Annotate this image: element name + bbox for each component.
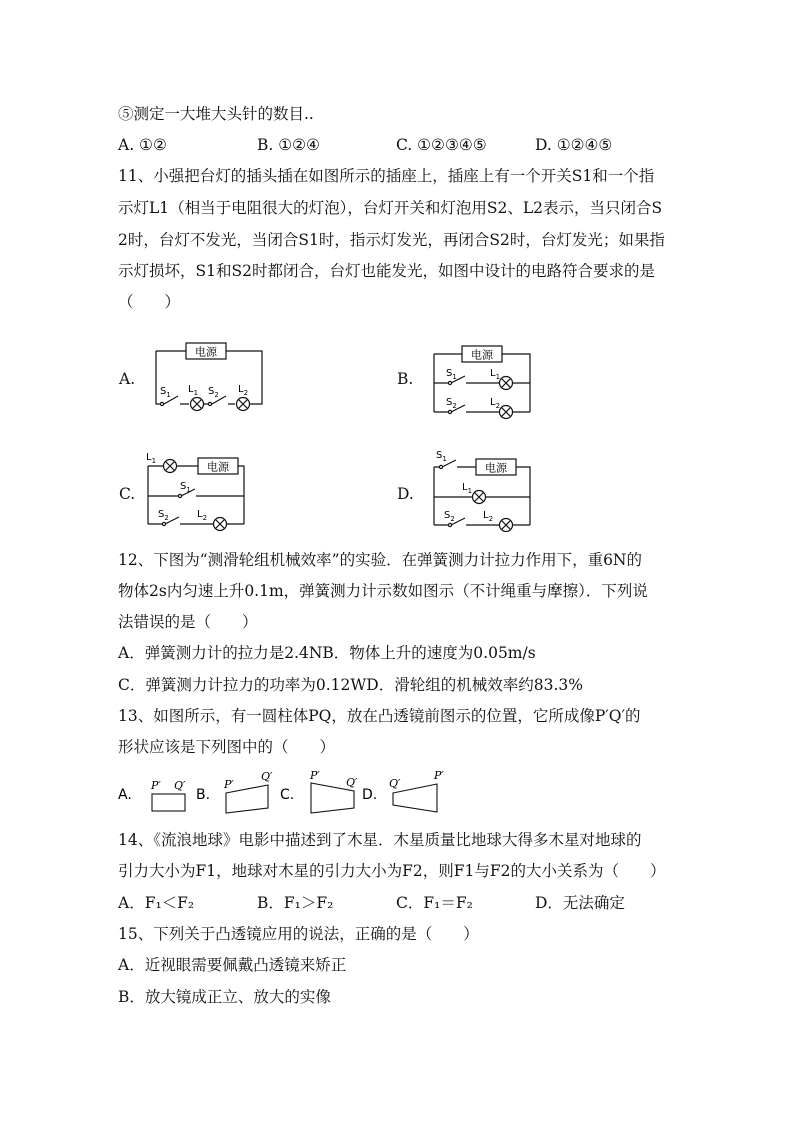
question-11-line: 示灯损坏，S1和S2时都闭合，台灯也能发光，如图中设计的电路符合要求的是	[118, 262, 655, 280]
q13-option-c-label: C.	[280, 787, 295, 803]
s1-label: $S_1$	[436, 450, 447, 463]
s1-label: $S_1$	[180, 481, 191, 494]
q13-options-figure	[118, 768, 458, 820]
q-label: Q′	[174, 779, 186, 792]
p-label: P′	[310, 769, 320, 782]
q14-option-d: D．无法确定	[535, 894, 625, 912]
p-label: P′	[151, 779, 161, 792]
circuit-a-label: A.	[119, 370, 136, 388]
power-label: 电源	[207, 460, 229, 474]
question-12-option: C．弹簧测力计拉力的功率为0.12WD．滑轮组的机械效率约83.3%	[118, 676, 583, 694]
power-label: 电源	[195, 345, 217, 359]
q13-option-b-label: B.	[196, 787, 211, 803]
s2-label: $S_2$	[444, 510, 455, 523]
l1-label: $L_1$	[146, 452, 157, 465]
circuit-a-diagram	[150, 340, 270, 415]
s1-label: $S_1$	[446, 368, 457, 381]
l1-label: $L_1$	[490, 368, 501, 381]
p-label: P′	[434, 769, 444, 782]
q13-option-d-label: D.	[362, 787, 378, 803]
q-label: Q′	[261, 770, 273, 783]
s2-label: $S_2$	[158, 509, 169, 522]
power-label: 电源	[471, 348, 493, 362]
q14-option-a: A．F₁＜F₂	[118, 894, 195, 912]
circuit-d-diagram	[428, 447, 538, 532]
circuit-c-diagram	[142, 450, 252, 535]
p-label: P′	[224, 778, 234, 791]
power-label: 电源	[485, 461, 507, 475]
question-12-line: 物体2s内匀速上升0.1m，弹簧测力计示数如图示（不计绳重与摩擦）．下列说	[118, 582, 648, 600]
question-14-line: 引力大小为F1，地球对木星的引力大小为F2，则F1与F2的大小关系为（ ）	[118, 862, 666, 880]
question-15-line: 15、下列关于凸透镜应用的说法，正确的是（ ）	[118, 925, 479, 943]
q13-option-a-label: A.	[118, 787, 132, 803]
q14-option-c: C．F₁＝F₂	[396, 894, 473, 912]
l2-label: $L_2$	[483, 510, 494, 523]
q-label: Q′	[389, 777, 401, 790]
l2-label: $L_2$	[197, 509, 208, 522]
option-a: A. ①②	[118, 136, 167, 154]
l2-label: $L_2$	[238, 384, 249, 397]
question-12-line: 法错误的是（ ）	[118, 613, 258, 631]
q14-option-b: B．F₁＞F₂	[257, 894, 334, 912]
question-11-line: （ ）	[118, 293, 181, 311]
q15-option-b: B．放大镜成正立、放大的实像	[118, 988, 331, 1006]
question-13-line: 13、如图所示，有一圆柱体PQ，放在凸透镜前图示的位置，它所成像P′Q′的	[118, 707, 641, 725]
s2-label: $S_2$	[446, 397, 457, 410]
question-12-option: A．弹簧测力计的拉力是2.4NB．物体上升的速度为0.05m/s	[118, 644, 536, 662]
question-11-line: 11、小强把台灯的插头插在如图所示的插座上，插座上有一个开关S1和一个指	[118, 167, 655, 185]
l2-label: $L_2$	[490, 397, 501, 410]
l1-label: $L_1$	[188, 384, 199, 397]
q15-option-a: A．近视眼需要佩戴凸透镜来矫正	[118, 956, 347, 974]
option-c: C. ①②③④⑤	[396, 136, 487, 154]
circuit-d-label: D.	[397, 485, 414, 503]
option-b: B. ①②④	[257, 136, 320, 154]
option-d: D. ①②④⑤	[535, 136, 613, 154]
q-label: Q′	[346, 776, 358, 789]
question-12-line: 12、下图为“测滑轮组机械效率”的实验．在弹簧测力计拉力作用下，重6N的	[118, 551, 642, 569]
circuit-c-label: C.	[119, 485, 136, 503]
text-line: ⑤测定一大堆大头针的数目..	[118, 105, 314, 123]
circuit-b-diagram	[428, 342, 538, 422]
question-11-line: 示灯L1（相当于电阻很大的灯泡），台灯开关和灯泡用S2、L2表示，当只闭合S	[118, 199, 663, 217]
question-14-line: 14、《流浪地球》电影中描述到了木星．木星质量比地球大得多木星对地球的	[118, 831, 642, 849]
l1-label: $L_1$	[462, 482, 473, 495]
s1-label: $S_1$	[160, 386, 171, 399]
q13-shape-a	[152, 794, 185, 811]
s2-label: $S_2$	[208, 386, 219, 399]
question-11-line: 2时，台灯不发光，当闭合S1时，指示灯发光，再闭合S2时，台灯发光；如果指	[118, 231, 665, 249]
circuit-b-label: B.	[397, 370, 414, 388]
question-13-line: 形状应该是下列图中的（ ）	[118, 738, 336, 756]
